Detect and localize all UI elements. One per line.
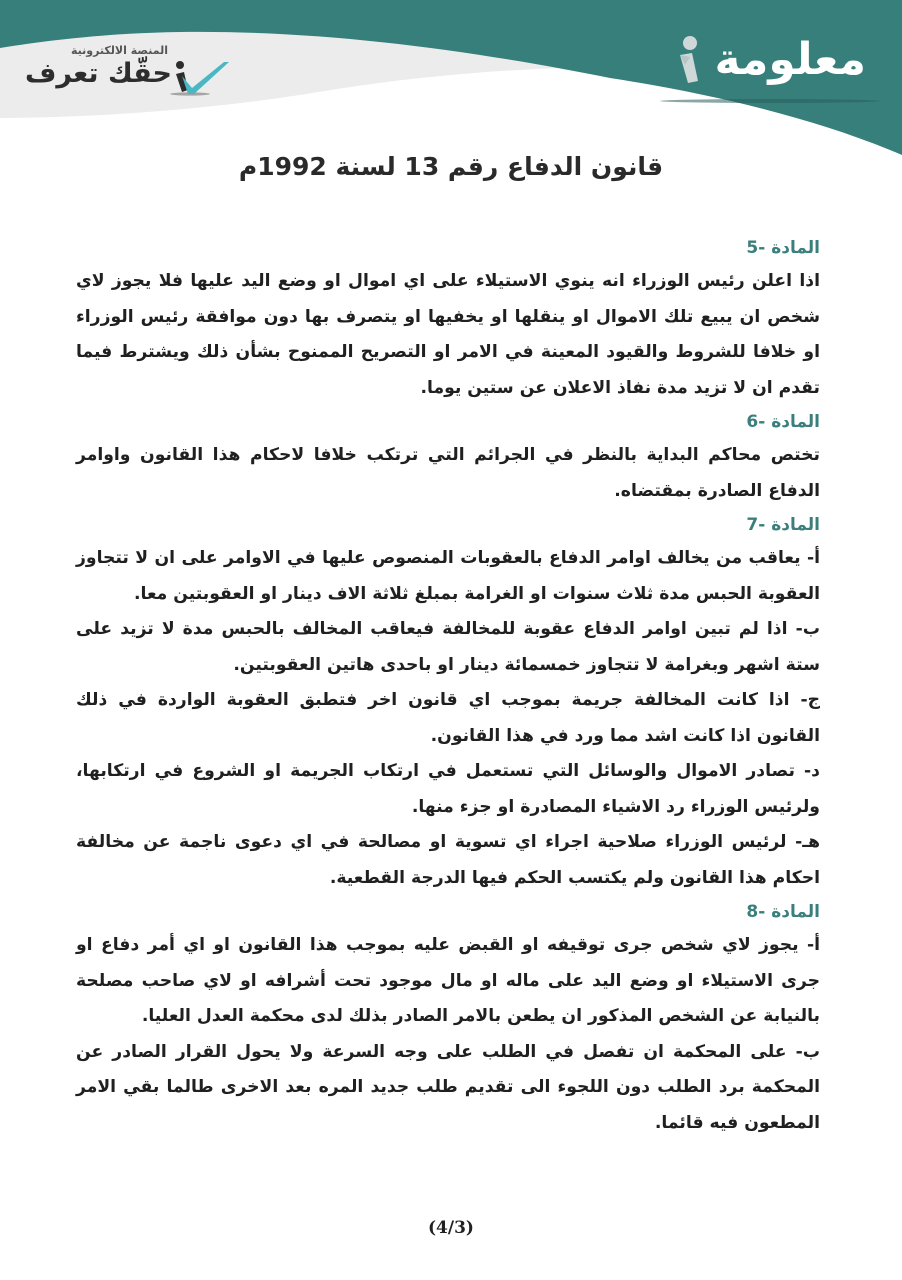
article-7 <box>76 509 820 896</box>
article-heading: المادة -5 <box>746 238 820 258</box>
checkmark-person-icon <box>174 54 230 98</box>
clause-a: أ- يجوز لاي شخص جرى توقيفه او القبض عليه بموجب هذا القانون او اي أمر دفاع او جرى الاستيلاء او وضع اليد على ماله او مال موجود تحت أشرافه او لاي صاحب مصلحة بالنيابة عن الشخص المذكور ان يطعن بالامر الصادر بذلك لدى محكمة العدل العليا. <box>76 935 820 1026</box>
article-paragraph: اذا اعلن رئيس الوزراء انه ينوي الاستيلاء على اي اموال او وضع اليد عليها فلا يجوز لاي شخص ان يبيع تلك الاموال او ينقلها او يخفيها او يتصرف بها دون موافقة رئيس الوزراء او خلافا للشروط والقيود المعينة في الامر او التصريح الممنوح بشأن ذلك ويشترط فيما تقدم ان لا تزيد مدة نفاذ الاعلان عن ستين يوما. <box>76 271 820 398</box>
logo-name: حقّك تعرف <box>25 58 172 89</box>
article-8 <box>76 896 820 1141</box>
article-heading: المادة -7 <box>746 515 820 535</box>
haqqak-taaraf-logo <box>25 44 234 100</box>
logo-subtitle: المنصة الالكترونية <box>70 44 168 57</box>
clause-a: أ- يعاقب من يخالف اوامر الدفاع بالعقوبات المنصوص عليها في الاوامر على ان لا تتجاوز العقوبة الحبس مدة ثلاث سنوات او الغرامة بمبلغ ثلاثة الاف دينار او العقوبتين معا. <box>76 548 820 604</box>
page-number: (4/3) <box>428 1218 474 1238</box>
article-5 <box>76 232 820 406</box>
document-title: قانون الدفاع رقم 13 لسنة 1992م <box>238 152 664 181</box>
maaloma-logo <box>676 30 866 90</box>
article-heading: المادة -6 <box>746 412 820 432</box>
clause-c: ج- اذا كانت المخالفة جريمة بموجب اي قانون اخر فتطبق العقوبة الواردة في ذلك القانون اذا كانت اشد مما ورد في هذا القانون. <box>76 690 820 746</box>
clause-b: ب- اذا لم تبين اوامر الدفاع عقوبة للمخالفة فيعاقب المخالف بالحبس مدة لا تزيد على ستة اشهر وبغرامة لا تتجاوز خمسمائة دينار او باحدى هاتين العقوبتين. <box>76 619 820 675</box>
article-paragraph: تختص محاكم البداية بالنظر في الجرائم التي ترتكب خلافا لاحكام هذا القانون واوامر الدفاع الصادرة بمقتضاه. <box>76 445 820 501</box>
logo-name: معلومة <box>714 34 866 85</box>
clause-e: هـ- لرئيس الوزراء صلاحية اجراء اي تسوية او مصالحة في اي دعوى ناجمة عن مخالفة احكام هذا القانون ولم يكتسب الحكم فيها الدرجة القطعية. <box>76 832 820 888</box>
clause-b: ب- على المحكمة ان تفصل في الطلب على وجه السرعة ولا يحول القرار الصادر عن المحكمة برد الطلب دون اللجوء الى تقديم طلب جديد المره بعد الاخرى طالما بقي الامر المطعون فيه قائما. <box>76 1041 820 1133</box>
clause-d: د- تصادر الاموال والوسائل التي تستعمل في ارتكاب الجريمة او الشروع في ارتكابها، ولرئيس الوزراء رد الاشياء المصادرة او جزء منها. <box>76 761 820 817</box>
article-heading: المادة -8 <box>746 902 820 922</box>
document-body <box>76 232 820 1141</box>
article-6 <box>76 406 820 509</box>
page-header <box>0 0 902 170</box>
info-person-icon <box>676 33 706 87</box>
